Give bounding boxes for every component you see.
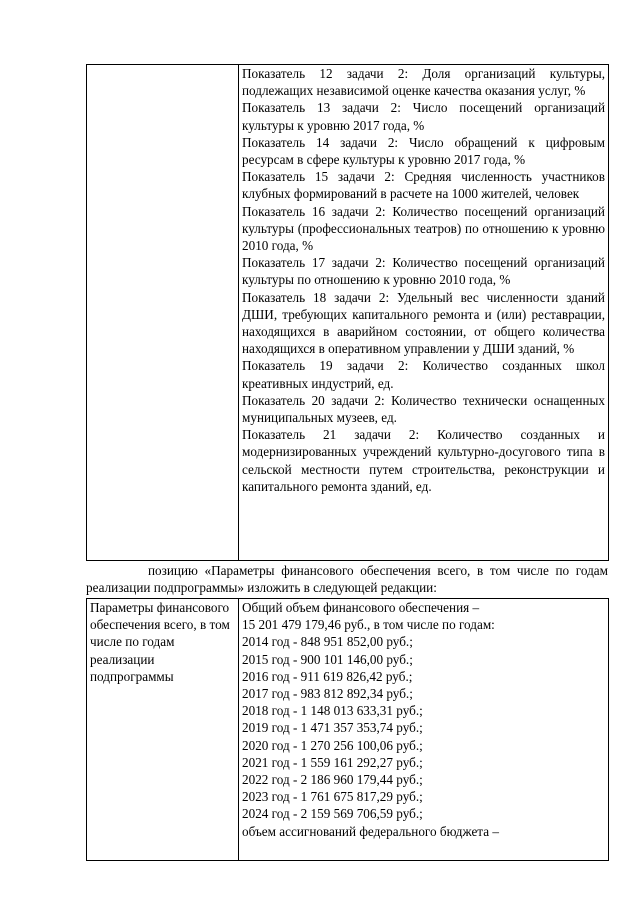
empty-label-cell — [87, 65, 239, 561]
finance-total-amount: 15 201 479 179,46 руб., в том числе по годам: — [242, 617, 495, 633]
finance-total-heading: Общий объем финансового обеспечения – — [242, 600, 480, 615]
finance-year-line: 2023 год - 1 761 675 817,29 руб.; — [242, 789, 423, 805]
finance-values-cell — [239, 599, 609, 861]
table-row — [87, 65, 609, 561]
finance-year-line: 2019 год - 1 471 357 353,74 руб.; — [242, 720, 423, 736]
finance-year-line: 2021 год - 1 559 161 292,27 руб.; — [242, 754, 423, 770]
indicator-item: Показатель 12 задачи 2: Доля организаций культуры, подлежащих независимой оценке качества оказания услуг, % — [242, 66, 605, 99]
amendment-paragraph: позицию «Параметры финансового обеспечения всего, в том числе по годам реализации подпрограммы» изложить в следующей редакции: — [86, 563, 608, 596]
indicator-item: Показатель 13 задачи 2: Число посещений организаций культуры к уровню 2017 года, % — [242, 100, 605, 133]
indicator-item: Показатель 14 задачи 2: Число обращений к цифровым ресурсам в сфере культуры к уровню 2017 года, % — [242, 134, 605, 168]
finance-year-line: 2024 год - 2 159 569 706,59 руб.; — [242, 806, 423, 822]
indicator-item: Показатель 15 задачи 2: Средняя численность участников клубных формирований в расчете на 1000 жителей, человек — [242, 169, 605, 202]
indicator-item: Показатель 20 задачи 2: Количество технически оснащенных муниципальных музеев, ед. — [242, 392, 605, 426]
table-row — [87, 599, 609, 861]
finance-label: Параметры финансового обеспечения всего, в том числе по годам реализации подпрограммы — [90, 600, 230, 684]
finance-year-line: 2014 год - 848 951 852,00 руб.; — [242, 634, 413, 650]
indicator-item: Показатель 18 задачи 2: Удельный вес численности зданий ДШИ, требующих капитального ремонта и (или) реставрации, находящихся в аварийном состоянии, от общего количества находящихся в оперативном управлении у ДШИ зданий, % — [242, 289, 605, 357]
indicator-item: Показатель 19 задачи 2: Количество созданных школ креативных индустрий, ед. — [242, 358, 605, 391]
finance-year-line: 2016 год - 911 619 826,42 руб.; — [242, 668, 413, 684]
indicator-item: Показатель 17 задачи 2: Количество посещений организаций культуры по отношению к уровню 2010 года, % — [242, 255, 605, 288]
indicator-item: Показатель 21 задачи 2: Количество созданных и модернизированных учреждений культурно-досугового типа в сельской местности путем строительства, реконструкции и капитального ремонта зданий, ед. — [242, 427, 605, 494]
finance-label-cell — [87, 599, 239, 861]
indicators-table — [86, 64, 609, 561]
federal-budget-line: объем ассигнований федерального бюджета – — [242, 823, 499, 839]
finance-year-line: 2015 год - 900 101 146,00 руб.; — [242, 651, 413, 667]
indicator-item: Показатель 16 задачи 2: Количество посещений организаций культуры (профессиональных театров) по отношению к уровню 2010 года, % — [242, 203, 605, 254]
finance-table — [86, 598, 609, 861]
finance-year-line: 2022 год - 2 186 960 179,44 руб.; — [242, 772, 423, 788]
finance-year-line: 2017 год - 983 812 892,34 руб.; — [242, 686, 413, 702]
indicators-cell — [239, 65, 609, 561]
indicator-list — [239, 65, 608, 495]
finance-year-line: 2018 год - 1 148 013 633,31 руб.; — [242, 703, 423, 719]
finance-year-line: 2020 год - 1 270 256 100,06 руб.; — [242, 737, 423, 753]
